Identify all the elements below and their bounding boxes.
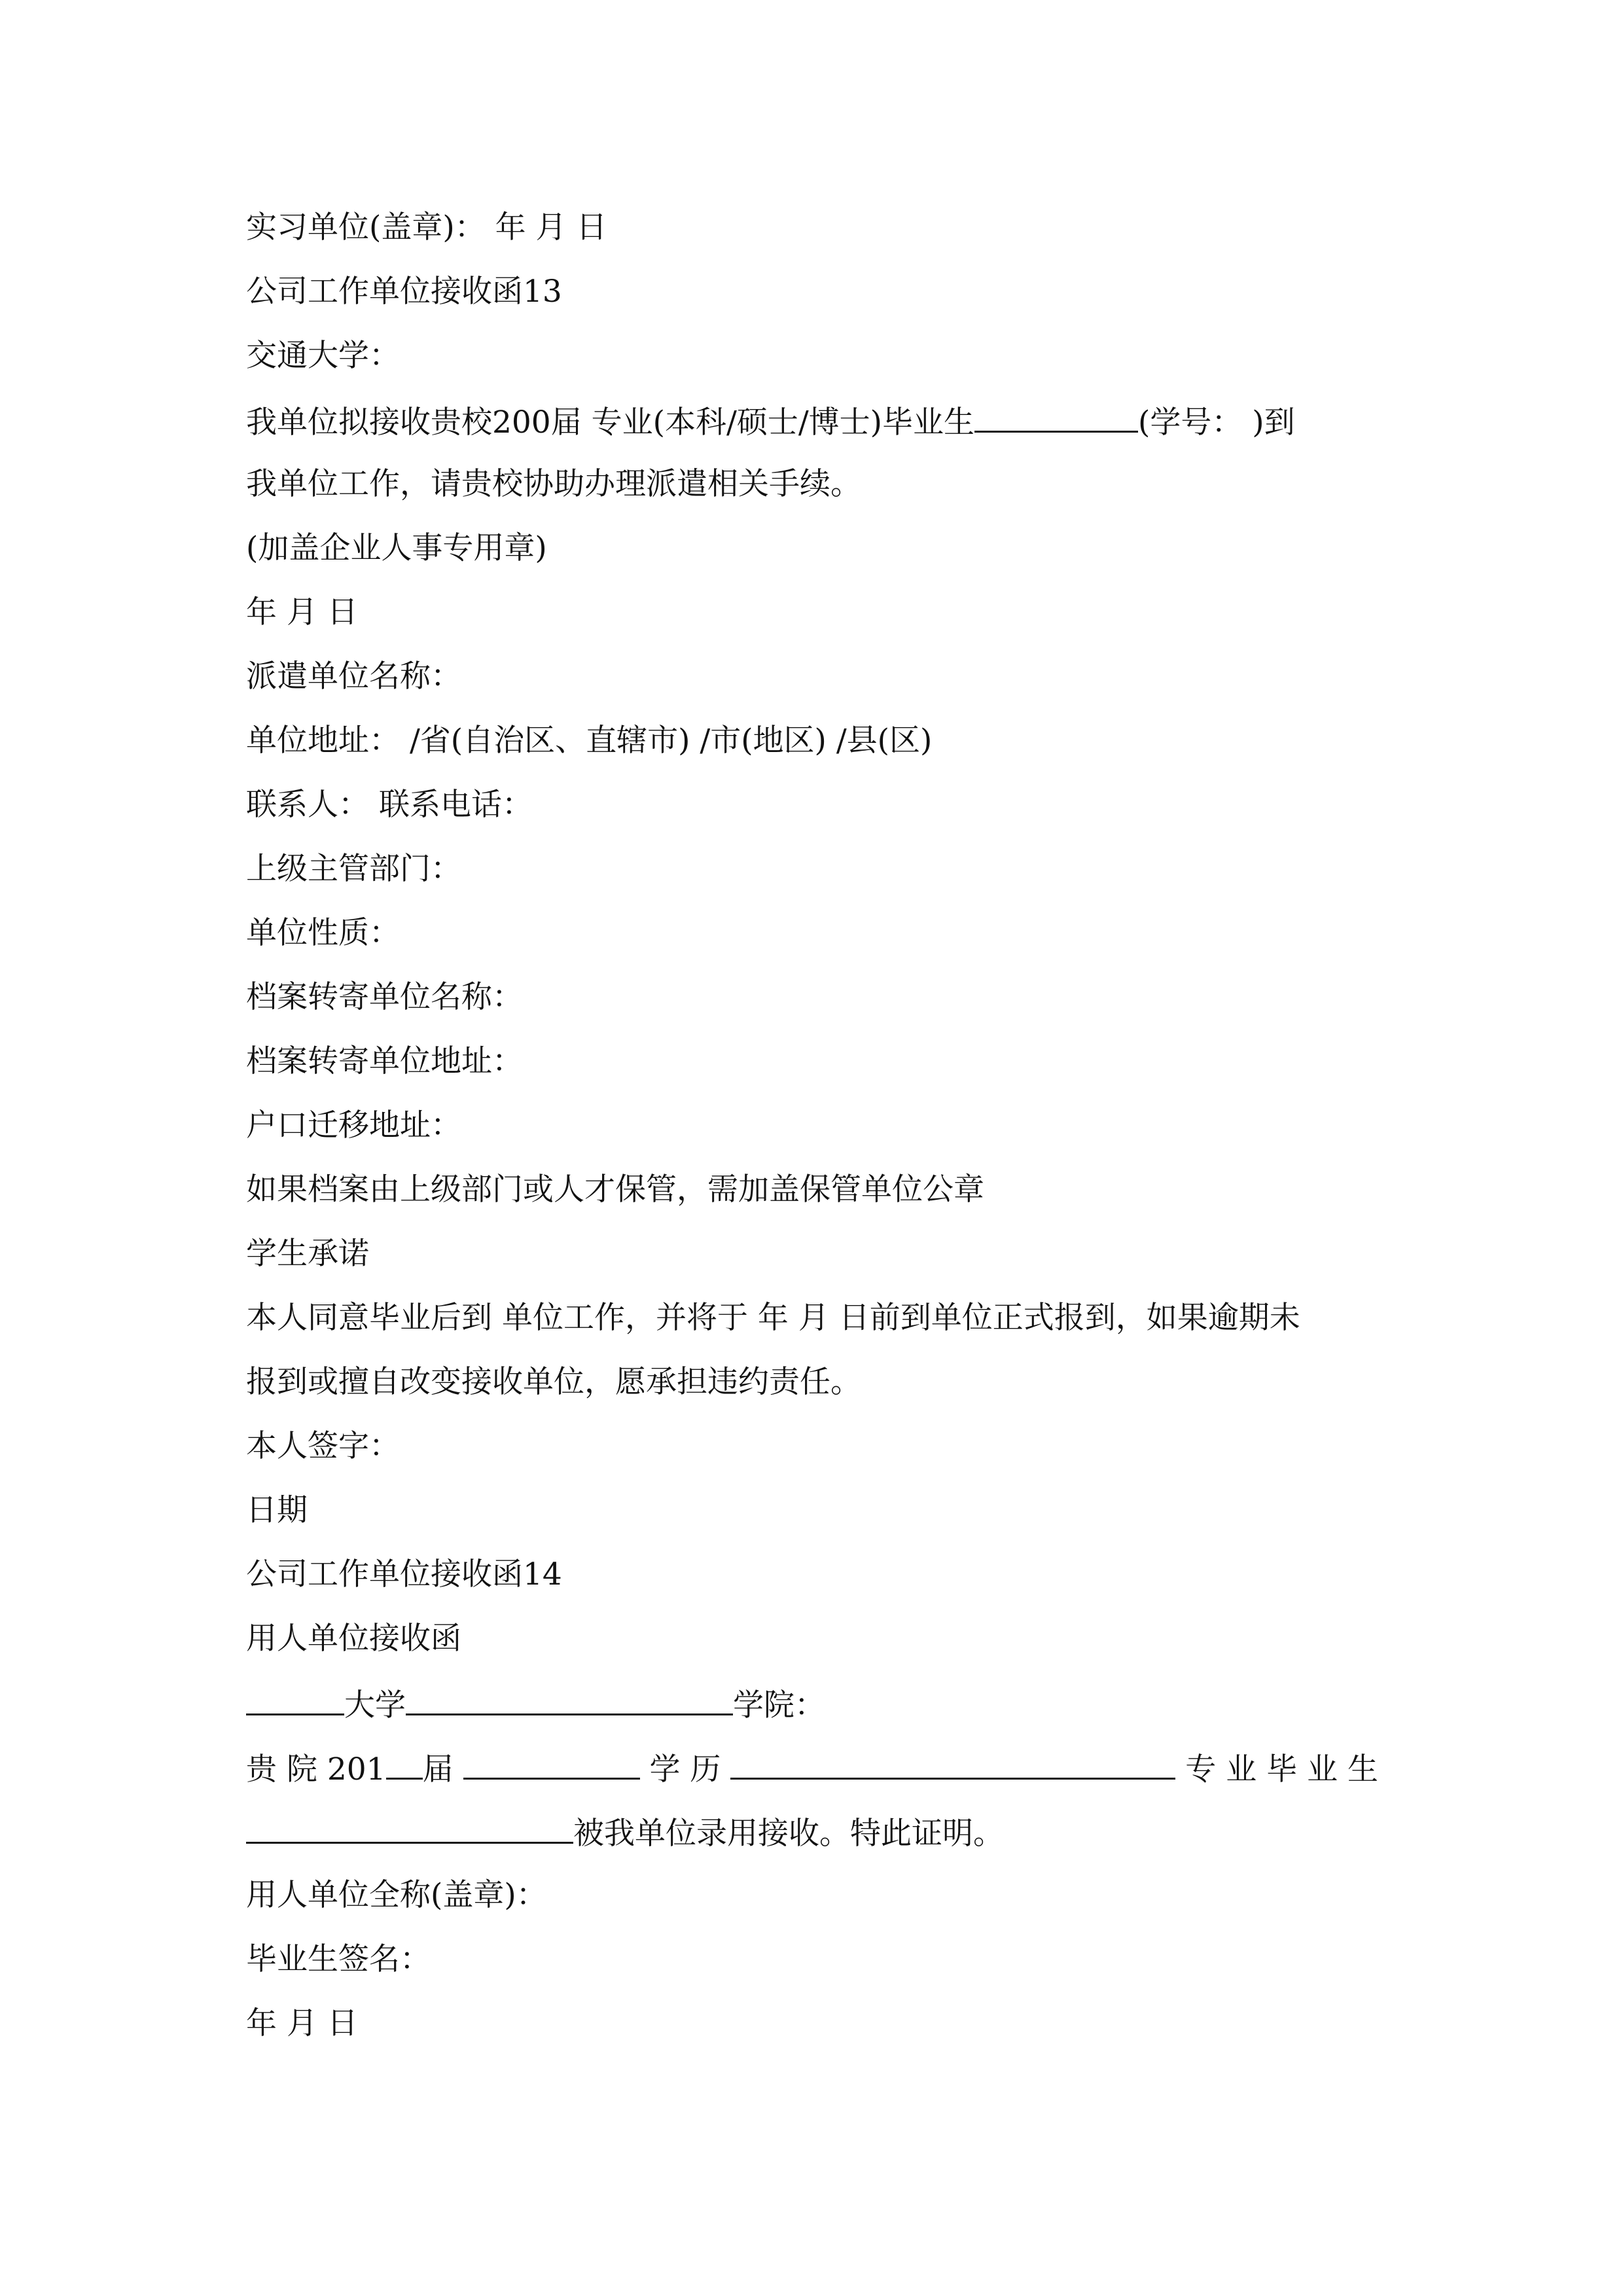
letter-14-title: 公司工作单位接收函14	[246, 1556, 562, 1592]
graduate-line	[246, 1748, 1378, 1789]
college-label: 学院：	[733, 1687, 825, 1723]
major-label: 专 业 毕 业 生	[1185, 1751, 1378, 1787]
graduate-name-blank	[246, 1812, 573, 1844]
date-line-3: 年 月 日	[246, 2005, 358, 2041]
cohort-label: 届	[422, 1751, 454, 1787]
archive-note: 如果档案由上级部门或人才保管，需加盖保管单位公章	[246, 1172, 984, 1208]
graduate-line-start	[246, 1748, 454, 1789]
date-line-1: 年 月 日	[246, 594, 358, 630]
university-label: 大学	[344, 1687, 406, 1723]
recipient-university: 交通大学：	[246, 338, 400, 374]
hire-text: 被我单位录用接收。特此证明。	[573, 1816, 1004, 1852]
hukou-address: 户口迁移地址：	[246, 1107, 461, 1143]
unit-address: 单位地址： /省(自治区、直辖市) /市(地区) /县(区)	[246, 723, 933, 759]
student-pledge-heading: 学生承诺	[246, 1236, 369, 1272]
degree-label: 学 历	[649, 1751, 721, 1787]
employer-letter-title: 用人单位接收函	[246, 1621, 461, 1657]
student-name-blank	[974, 401, 1138, 433]
body-line-1-text: 我单位拟接收贵校200届 专业(本科/硕士/博士)毕业生	[246, 404, 974, 440]
year-blank	[386, 1748, 423, 1780]
dispatch-unit-name: 派遣单位名称：	[246, 658, 461, 694]
university-college-line	[246, 1683, 1378, 1725]
major-blank	[730, 1748, 1175, 1780]
unit-nature: 单位性质：	[246, 915, 400, 951]
graduate-line-justified	[246, 1748, 1378, 1789]
hire-line	[246, 1812, 1378, 1854]
body-line-2: 我单位工作，请贵校协助办理派遣相关手续。	[246, 466, 861, 502]
archive-unit-name: 档案转寄单位名称：	[246, 979, 523, 1015]
college-blank	[406, 1683, 733, 1715]
archive-unit-address: 档案转寄单位地址：	[246, 1043, 523, 1079]
contact-line: 联系人： 联系电话：	[246, 787, 533, 823]
employer-full-name: 用人单位全称(盖章)：	[246, 1877, 547, 1913]
graduate-signature: 毕业生签名：	[246, 1941, 431, 1977]
date-line-2: 日期	[246, 1492, 308, 1528]
pledge-line-2: 报到或擅自改变接收单位，愿承担违约责任。	[246, 1364, 861, 1400]
signature-line: 本人签字：	[246, 1428, 400, 1464]
supervisor-dept: 上级主管部门：	[246, 851, 461, 887]
school-label: 贵 院 201	[246, 1751, 386, 1787]
seal-note: (加盖企业人事专用章)	[246, 530, 547, 566]
letter-13-title: 公司工作单位接收函13	[246, 274, 562, 310]
university-blank	[246, 1683, 344, 1715]
degree-blank	[463, 1748, 640, 1780]
pledge-line-1: 本人同意毕业后到 单位工作，并将于 年 月 日前到单位正式报到，如果逾期未	[246, 1300, 1300, 1336]
internship-unit-seal-line: 实习单位(盖章)： 年 月 日	[246, 209, 607, 245]
body-line-1	[246, 401, 1378, 442]
student-id-text: (学号： )到	[1138, 404, 1295, 440]
